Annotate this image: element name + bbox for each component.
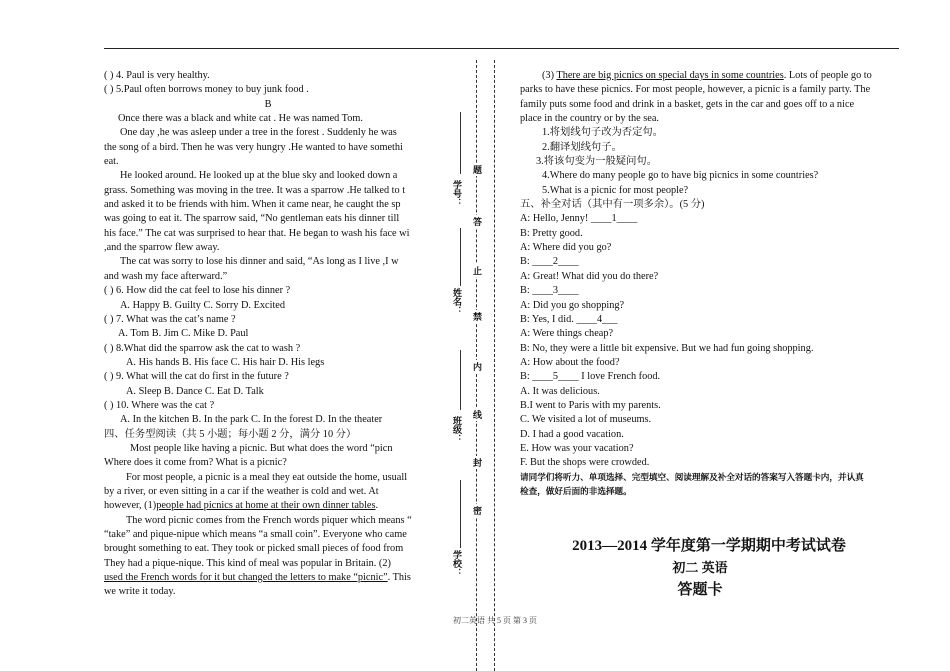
passage-p3-first <box>520 69 898 83</box>
dialogue-line: B: ____3____ <box>520 285 579 297</box>
choice-e: E. How was your vacation? <box>520 442 634 454</box>
task-5: 5.What is a picnic for most people? <box>542 184 689 196</box>
p3-suffix: . Lots of people go to <box>783 70 872 81</box>
passage-p3-line: parks to have these picnics. For most people, however, a picnic is a family party. The <box>520 84 871 96</box>
name-blank <box>460 228 461 286</box>
seal-char: 题 <box>473 163 482 176</box>
passage-line-french <box>104 571 432 585</box>
section-5-title: 五、补全对话（其中有一项多余）。(5 分) <box>520 199 705 211</box>
underlined-sentence-3: There are big picnics on special days in some countries <box>556 70 784 81</box>
seal-char: 线 <box>473 408 482 421</box>
choice-f: F. But the shops were crowded. <box>520 457 650 469</box>
school-blank <box>460 480 461 548</box>
story-line: He looked around. He looked up at the blue sky and looked down a <box>120 170 398 182</box>
passage-line-however <box>104 499 432 513</box>
student-id-blank <box>460 112 461 174</box>
question-9: ( ) 9. What will the cat do first in the future ? <box>104 371 289 383</box>
question-7: ( ) 7. What was the cat’s name ? <box>104 313 236 325</box>
however-suffix: . <box>375 500 379 512</box>
task-4: 4.Where do many people go to have big picnics in some countries? <box>542 170 819 182</box>
question-8-options: A. His hands B. His face C. His hair D. His legs <box>126 356 325 368</box>
right-column <box>520 69 898 499</box>
seal-char: 禁 <box>473 310 482 323</box>
seal-char: 密 <box>473 504 482 517</box>
story-line: was going to eat it. The sparrow said, “No gentleman eats his dinner till <box>104 213 400 225</box>
name-label: 姓名： <box>451 288 461 315</box>
task-3: 3.将该句变为一般疑问句。 <box>536 156 657 168</box>
task-1: 1.将划线句子改为否定句。 <box>542 127 663 139</box>
class-blank <box>460 350 461 410</box>
passage-line-britain: They had a pique-nique. This kind of meal was popular in Britain. (2) <box>104 557 391 569</box>
question-6-options: A. Happy B. Guilty C. Sorry D. Excited <box>120 299 286 311</box>
however-prefix: however, (1) <box>104 500 157 512</box>
header-rule <box>104 48 899 49</box>
passage-line: Most people like having a picnic. But what does the word “picn <box>130 442 393 454</box>
left-column <box>104 69 432 600</box>
question-10: ( ) 10. Where was the cat ? <box>104 399 215 411</box>
student-id-label: 学号： <box>451 180 461 207</box>
school-label: 学校： <box>451 550 461 577</box>
dialogue-line: A: Where did you go? <box>520 242 612 254</box>
dialogue-line: A: Hello, Jenny! ____1____ <box>520 213 638 225</box>
choice-a: A. It was delicious. <box>520 385 600 397</box>
story-line: The cat was sorry to lose his dinner and said, “As long as I live ,I w <box>120 256 399 268</box>
passage-line: brought something to eat. They took or picked small pieces of food from <box>104 543 404 555</box>
page-footer: 初二英语 共 5 页 第 3 页 <box>453 616 537 625</box>
question-5: ( ) 5.Paul often borrows money to buy junk food . <box>104 84 309 96</box>
class-label: 班级： <box>451 416 461 443</box>
story-line: and wash my face afterward.” <box>104 270 228 282</box>
passage-p3-line: place in the country or by the sea. <box>520 113 659 125</box>
story-line: eat. <box>104 156 119 168</box>
binding-strip <box>440 60 500 671</box>
underlined-sentence-1: people had picnics at home at their own dinner tables <box>156 500 376 512</box>
question-4: ( ) 4. Paul is very healthy. <box>104 70 210 81</box>
seal-char: 止 <box>473 264 482 277</box>
passage-line: we write it today. <box>104 586 176 598</box>
dialogue-line: B: Yes, I did. ____4___ <box>520 313 618 325</box>
p3-prefix: (3) <box>542 70 557 81</box>
passage-line: “take” and pique-nipue which means “a small coin”. Everyone who came <box>104 529 407 540</box>
dialogue-line: A: How about the food? <box>520 356 620 368</box>
question-10-options: A. In the kitchen B. In the park C. In the forest D. In the theater <box>120 414 383 426</box>
passage-line: by a river, or even sitting in a car if the weather is cold and wet. At <box>104 485 379 497</box>
seal-char: 内 <box>473 360 482 373</box>
passage-line: Where does it come from? What is a picnic? <box>104 457 287 469</box>
passage-p3-line: family puts some food and drink in a basket, gets in the car and goes off to a nice <box>520 98 855 110</box>
question-6: ( ) 6. How did the cat feel to lose his dinner ? <box>104 285 291 297</box>
section-b-heading: B <box>264 98 272 110</box>
answer-card-heading: 答题卡 <box>677 582 723 598</box>
instruction-note-line-1: 请同学们将听力、单项选择、完型填空、阅读理解及补全对话的答案写入答题卡内，并认真 <box>520 472 864 483</box>
dialogue-line: A: Great! What did you do there? <box>520 270 659 282</box>
story-line: Once there was a black and white cat . He was named Tom. <box>118 113 363 125</box>
passage-line: The word picnic comes from the French words piquer which means “ <box>126 514 412 526</box>
dialogue-line: B: ____5____ I love French food. <box>520 371 661 383</box>
dialogue-line: B: No, they were a little bit expensive. But we had fun going shopping. <box>520 342 814 354</box>
answer-card-title: 2013—2014 学年度第一学期期中考试试卷 <box>572 538 846 554</box>
answer-card-subtitle: 初二 英语 <box>672 560 728 575</box>
story-line: and asked it to be friends with him. When it came near, he caught the sp <box>104 199 401 211</box>
dialogue-line: A: Were things cheap? <box>520 328 614 340</box>
french-suffix: . This <box>387 572 411 584</box>
dialogue-line: B: ____2____ <box>520 256 579 268</box>
cut-dashed-line <box>494 60 495 671</box>
choice-c: C. We visited a lot of museums. <box>520 414 652 426</box>
story-line: ,and the sparrow flew away. <box>104 242 220 254</box>
seal-char: 答 <box>473 215 482 228</box>
story-line: grass. Something was moving in the tree. It was a sparrow .He talked to t <box>104 184 406 196</box>
dialogue-line: A: Did you go shopping? <box>520 299 625 311</box>
choice-d: D. I had a good vacation. <box>520 428 624 440</box>
dialogue-line: B: Pretty good. <box>520 227 583 239</box>
story-line: the song of a bird. Then he was very hungry .He wanted to have somethi <box>104 141 403 153</box>
task-2: 2.翻译划线句子。 <box>542 141 622 153</box>
story-line: his face.” The cat was surprised to hear that. He began to wash his face wi <box>104 227 410 239</box>
choice-b: B.I went to Paris with my parents. <box>520 399 661 411</box>
story-line: One day ,he was asleep under a tree in the forest . Suddenly he was <box>120 127 397 139</box>
instruction-note-line-2: 检查，做好后面的非选择题。 <box>520 486 632 497</box>
underlined-sentence-2: used the French words for it but changed the letters to make “picnic” <box>104 572 388 584</box>
question-7-options: A. Tom B. Jim C. Mike D. Paul <box>118 328 249 340</box>
section-4-title: 四、任务型阅读（共 5 小题；每小题 2 分，满分 10 分） <box>104 428 357 440</box>
seal-char: 封 <box>473 456 482 469</box>
question-9-options: A. Sleep B. Dance C. Eat D. Talk <box>126 385 264 397</box>
question-8: ( ) 8.What did the sparrow ask the cat to wash ? <box>104 342 301 354</box>
passage-line: For most people, a picnic is a meal they eat outside the home, usuall <box>126 471 408 483</box>
